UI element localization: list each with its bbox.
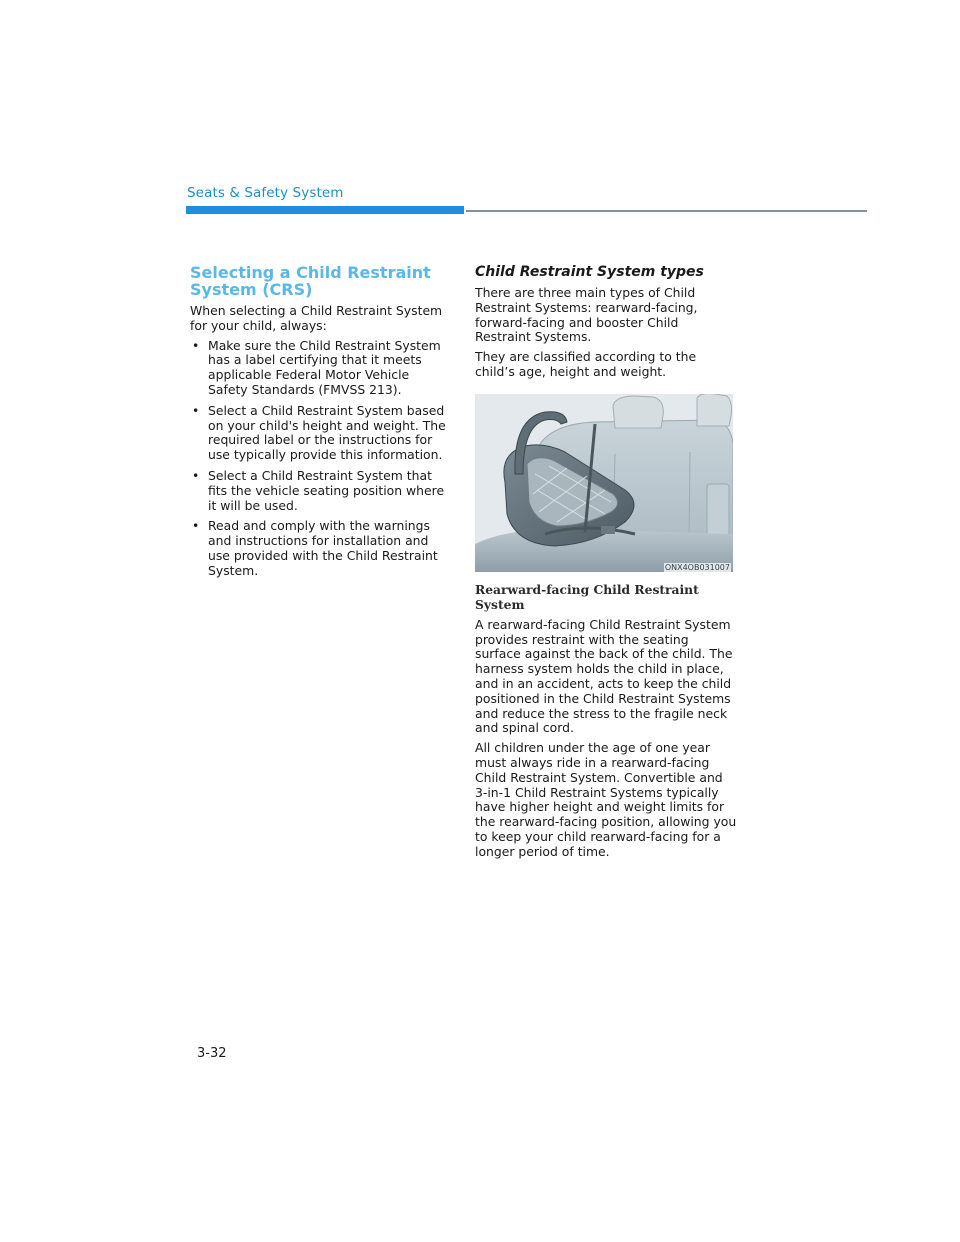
right-column [475,264,737,865]
section-heading-line-1: Selecting a Child Restraint [190,263,431,282]
types-paragraph: There are three main types of Child Restraint Systems: rearward-facing, forward-facing and booster Child Restraint Systems. [475,285,698,345]
figure-code: ONX4OB031007 [664,562,730,572]
bullet-item [190,339,450,398]
section-heading-line-2: System (CRS) [190,280,313,299]
bullet-text: Select a Child Restraint System that fits the vehicle seating position where it will be used. [208,467,445,513]
bullet-marker: • [192,467,200,483]
rearward-description-paragraph: A rearward-facing Child Restraint System provides restraint with the seating surface against the back of the child. The harness system holds the child in place, and in an accident, acts to keep the child positioned in the Child Restraint Systems and reduce the stress to the fragile neck and spinal cord. [475,616,733,736]
bullet-item [190,404,450,463]
bullet-marker: • [192,337,200,353]
bullet-list [190,339,450,579]
section-heading [190,264,450,298]
bullet-marker: • [192,518,200,534]
rearward-facing-seat-illustration [475,394,733,572]
header-rule [466,210,867,212]
intro-paragraph: When selecting a Child Restraint System for your child, always: [190,303,443,333]
left-column [190,264,450,585]
car-seat-illustration [475,394,733,572]
age-guidance-paragraph: All children under the age of one year must always ride in a rearward-facing Child Restraint System. Convertible and 3-in-1 Child Restraint Systems typically have higher height and weight limits for the rearward-facing position, allowing you to keep your child rearward-facing for a longer period of time. [475,740,737,859]
bullet-text: Select a Child Restraint System based on your child's height and weight. The required label or the instructions for use typically provide this information. [208,402,446,463]
bullet-item [190,519,450,578]
subsection-heading: Child Restraint System types [475,264,704,280]
bullet-text: Make sure the Child Restraint System has a label certifying that it meets applicable Federal Motor Vehicle Safety Standards (FMVSS 213). [208,337,441,397]
figure-caption: Rearward-facing Child Restraint System [475,581,699,612]
bullet-item [190,469,450,513]
header-rule-accent [186,206,464,214]
bullet-marker: • [192,402,200,418]
classification-paragraph: They are classified according to the child’s age, height and weight. [475,349,697,379]
running-header: Seats & Safety System [187,185,344,201]
page-number: 3-32 [197,1046,227,1061]
bullet-text: Read and comply with the warnings and instructions for installation and use provided with the Child Restraint System. [208,518,438,578]
